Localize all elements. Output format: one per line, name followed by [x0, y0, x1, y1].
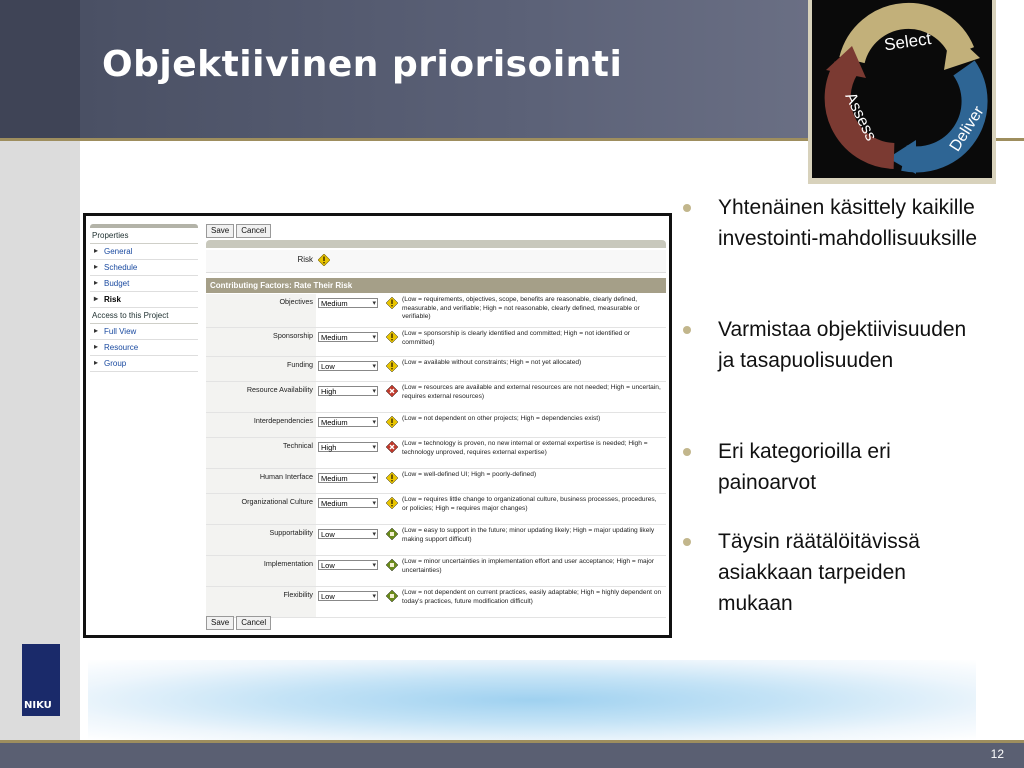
- factor-row: [206, 357, 666, 382]
- bullet-item: [683, 314, 983, 408]
- factor-row: [206, 328, 666, 357]
- bullet-dot: [683, 538, 691, 546]
- factor-name: Objectives: [279, 297, 313, 306]
- cycle-logo: [812, 0, 992, 178]
- risk-warning-icon: [318, 254, 330, 266]
- factor-row: [206, 525, 666, 556]
- medium-risk-indicator-icon: [386, 360, 398, 372]
- factor-rating-select[interactable]: Low ▾: [318, 560, 378, 570]
- risk-label: Risk: [297, 255, 313, 264]
- bottom-glow: [88, 660, 976, 740]
- factor-row: [206, 556, 666, 587]
- factor-row: [206, 413, 666, 438]
- high-risk-indicator-icon: [386, 385, 398, 397]
- properties-sidebar: [90, 224, 198, 372]
- factor-description: (Low = not dependent on current practices, easily adaptable; High = highly dependent on today's practices, future modification difficult): [402, 589, 662, 605]
- factor-rating-select[interactable]: Low ▾: [318, 361, 378, 371]
- bullet-item: [683, 436, 983, 498]
- save-button-bottom[interactable]: Save: [206, 616, 234, 630]
- sidebar-item-group[interactable]: ▸ Group: [90, 356, 198, 372]
- bullet-text: Täysin räätälöitävissä asiakkaan tarpeiden mukaan: [718, 530, 920, 615]
- bullet-dot: [683, 204, 691, 212]
- bullet-dot: [683, 448, 691, 456]
- sidebar-item-general[interactable]: ▸ General: [90, 244, 198, 260]
- factor-rating-select[interactable]: Medium ▾: [318, 298, 378, 308]
- factor-rating-select[interactable]: Medium ▾: [318, 473, 378, 483]
- medium-risk-indicator-icon: [386, 472, 398, 484]
- factor-description: (Low = requirements, objectives, scope, benefits are reasonable, clearly defined, measurable, and verifiable; High = not reasonable, clearly defined, measurable or verifiable): [402, 296, 640, 321]
- bullet-dot: [683, 326, 691, 334]
- cancel-button-bottom[interactable]: Cancel: [236, 616, 271, 630]
- bottom-button-row: [206, 616, 271, 630]
- factor-description: (Low = minor uncertainties in implementation effort and user acceptance; High = major uncertainties): [402, 558, 655, 574]
- bullet-text: Eri kategorioilla eri painoarvot: [718, 440, 891, 494]
- factor-row: [206, 469, 666, 494]
- sidebar-item-resource[interactable]: ▸ Resource: [90, 340, 198, 356]
- factor-rating-select[interactable]: Low ▾: [318, 591, 378, 601]
- footer-bar: [0, 740, 1024, 768]
- cycle-word-assess: Assess: [841, 89, 880, 144]
- bullet-text: Varmistaa objektiivisuuden ja tasapuolisuuden: [718, 318, 967, 372]
- factor-name: Implementation: [263, 559, 313, 568]
- left-header-band: [0, 0, 80, 138]
- factor-name: Funding: [287, 360, 313, 369]
- factor-row: [206, 587, 666, 618]
- form-header-bar: [206, 240, 666, 248]
- factor-name: Supportability: [269, 528, 313, 537]
- factor-description: (Low = technology is proven, no new internal or external expertise is needed; High = technology unproved, requires external expertise): [402, 440, 648, 456]
- medium-risk-indicator-icon: [386, 497, 398, 509]
- medium-risk-indicator-icon: [386, 331, 398, 343]
- factor-rating-select[interactable]: Medium ▾: [318, 498, 378, 508]
- low-risk-indicator-icon: [386, 559, 398, 571]
- factor-table: [206, 294, 666, 618]
- factor-rating-select[interactable]: Low ▾: [318, 529, 378, 539]
- save-button[interactable]: Save: [206, 224, 234, 238]
- factor-description: (Low = not dependent on other projects; High = dependencies exist): [402, 415, 601, 422]
- factor-row: [206, 494, 666, 525]
- factor-row: [206, 438, 666, 469]
- factor-name: Resource Availability: [246, 385, 313, 394]
- factor-description: (Low = easy to support in the future; minor updating likely; High = major updating likely making support difficult): [402, 527, 655, 543]
- factor-rating-select[interactable]: High ▾: [318, 386, 378, 396]
- factor-description: (Low = resources are available and external resources are not needed; High = uncertain, requires external resources): [402, 384, 661, 400]
- sidebar-section-access: Access to this Project: [90, 308, 198, 324]
- risk-form-screenshot: [83, 213, 672, 638]
- factor-name: Organizational Culture: [241, 497, 313, 506]
- factor-name: Interdependencies: [253, 416, 313, 425]
- factor-description: (Low = available without constraints; High = not yet allocated): [402, 359, 582, 366]
- factor-name: Sponsorship: [273, 331, 313, 340]
- bullet-item: [683, 192, 983, 286]
- overall-risk-row: [206, 250, 666, 273]
- factor-rating-select[interactable]: High ▾: [318, 442, 378, 452]
- factor-description: (Low = well-defined UI; High = poorly-defined): [402, 471, 537, 478]
- cancel-button[interactable]: Cancel: [236, 224, 271, 238]
- high-risk-indicator-icon: [386, 441, 398, 453]
- sidebar-section-properties: Properties: [90, 228, 198, 244]
- medium-risk-indicator-icon: [386, 416, 398, 428]
- factor-name: Human Interface: [259, 472, 313, 481]
- factor-name: Technical: [283, 441, 313, 450]
- slide-title: Objektiivinen priorisointi: [102, 44, 623, 85]
- niku-logo-text: NIKU: [24, 700, 52, 711]
- cycle-word-select: Select: [882, 29, 933, 55]
- cycle-word-deliver: Deliver: [946, 103, 988, 155]
- sidebar-item-risk[interactable]: ▸ Risk: [90, 292, 198, 308]
- factor-row: [206, 382, 666, 413]
- bullet-item: [683, 526, 983, 620]
- contributing-factors-header: Contributing Factors: Rate Their Risk: [206, 278, 666, 293]
- factor-rating-select[interactable]: Medium ▾: [318, 332, 378, 342]
- low-risk-indicator-icon: [386, 528, 398, 540]
- sidebar-item-schedule[interactable]: ▸ Schedule: [90, 260, 198, 276]
- page-number: 12: [990, 747, 1004, 761]
- sidebar-item-budget[interactable]: ▸ Budget: [90, 276, 198, 292]
- factor-description: (Low = requires little change to organizational culture, business processes, procedures, or policies; High = requires major changes): [402, 496, 657, 512]
- medium-risk-indicator-icon: [386, 297, 398, 309]
- factor-row: [206, 294, 666, 328]
- low-risk-indicator-icon: [386, 590, 398, 602]
- top-button-row: [206, 224, 271, 238]
- sidebar-item-full-view[interactable]: ▸ Full View: [90, 324, 198, 340]
- factor-name: Flexibility: [283, 590, 313, 599]
- factor-description: (Low = sponsorship is clearly identified and committed; High = not identified or committed): [402, 330, 630, 346]
- factor-rating-select[interactable]: Medium ▾: [318, 417, 378, 427]
- bullet-text: Yhtenäinen käsittely kaikille investointi-mahdollisuuksille: [718, 196, 978, 250]
